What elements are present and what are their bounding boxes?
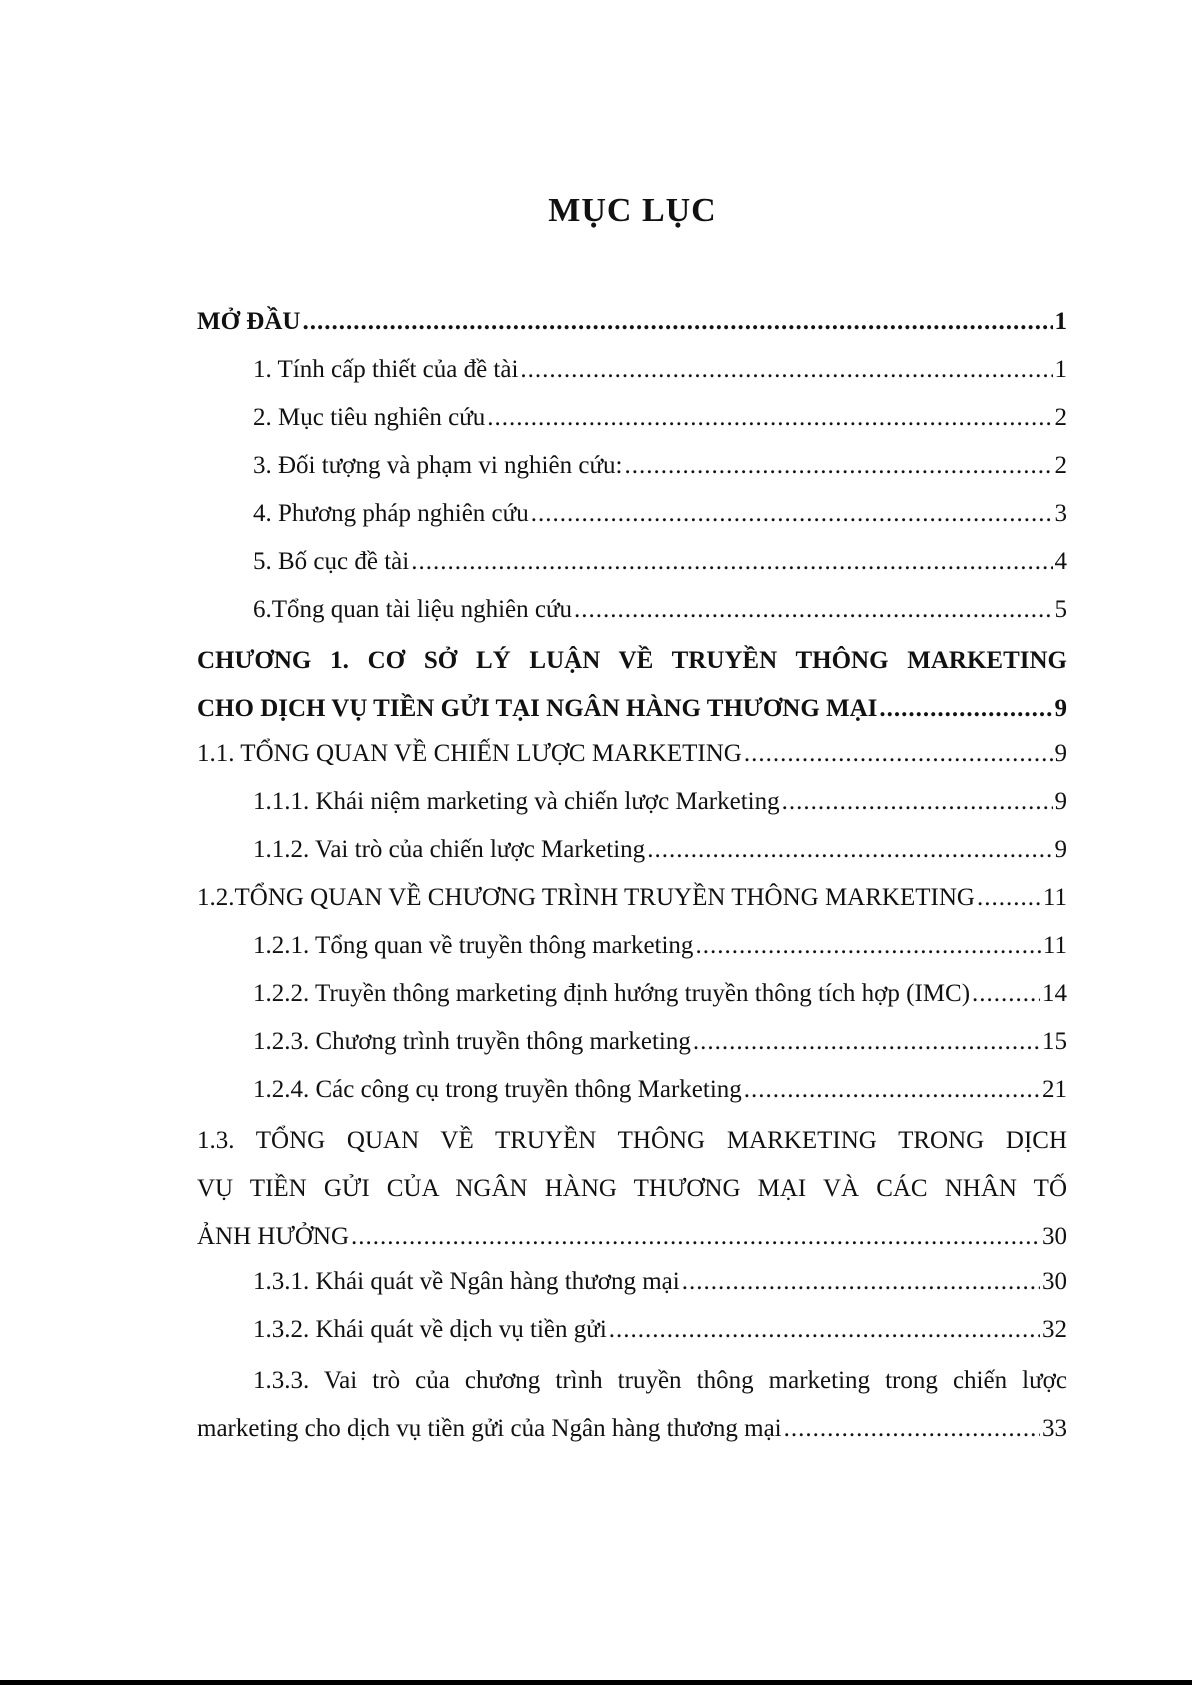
dot-leader [302,308,1052,336]
toc-page-number: 32 [1042,1316,1067,1343]
dot-leader [784,1412,1040,1446]
toc-entry-label: 1.2.3. Chương trình truyền thông marketing [253,1028,691,1055]
dot-leader [487,404,1052,432]
toc-entry-1-3-2[interactable] [197,1316,1067,1364]
toc-page-number: 33 [1042,1415,1067,1442]
toc-entry-label: 1.3.2. Khái quát về dịch vụ tiền gửi [253,1316,607,1343]
toc-entry-1-1[interactable] [197,740,1067,788]
toc-entry-4[interactable] [197,500,1067,548]
dot-leader [879,692,1052,726]
dot-leader [609,1316,1040,1344]
dot-leader [782,788,1053,816]
toc-entry-line: 1.3.3. Vai trò của chương trình truyền thông marketing trong chiến lược [253,1367,1067,1394]
toc-entry-label: 3. Đối tượng và phạm vi nghiên cứu: [253,452,623,479]
toc-page-number: 2 [1054,404,1067,431]
dot-leader [624,452,1052,480]
toc-entry-label: 1.1. TỔNG QUAN VỀ CHIẾN LƯỢC MARKETING [197,740,742,767]
dot-leader [977,884,1041,912]
dot-leader [693,1028,1040,1056]
dot-leader [695,932,1040,960]
toc-entry-1-1-2[interactable] [197,836,1067,884]
toc-page-number: 9 [1054,695,1067,722]
dot-leader [520,356,1052,384]
toc-page-number: 5 [1054,596,1067,623]
toc-entry-1-2[interactable] [197,884,1067,932]
toc-page-number: 21 [1042,1076,1067,1103]
toc-entry-label: ẢNH HƯỞNG [197,1223,350,1250]
toc-page-number: 30 [1042,1268,1067,1295]
toc-entry-1-2-1[interactable] [197,932,1067,980]
toc-entry-label: 6.Tổng quan tài liệu nghiên cứu [253,596,573,623]
toc-page-number: 9 [1054,788,1067,815]
table-of-contents [197,308,1067,1460]
toc-entry-label: 1.3.1. Khái quát về Ngân hàng thương mại [253,1268,680,1295]
toc-entry-chapter-1[interactable] [197,644,1067,740]
toc-page-number: 4 [1054,548,1067,575]
toc-entry-1-2-2[interactable] [197,980,1067,1028]
toc-entry-label: 1.1.2. Vai trò của chiến lược Marketing [253,836,646,863]
toc-entry-label: marketing cho dịch vụ tiền gửi của Ngân hàng thương mại [197,1415,782,1442]
dot-leader [972,980,1040,1008]
toc-entry-mo-dau[interactable] [197,308,1067,356]
toc-entry-label: 1. Tính cấp thiết của đề tài [253,356,519,383]
toc-page-number: 15 [1042,1028,1067,1055]
toc-page-number: 2 [1054,452,1067,479]
toc-entry-label: 4. Phương pháp nghiên cứu [253,500,529,527]
toc-entry-label: 1.2.4. Các công cụ trong truyền thông Marketing [253,1076,742,1103]
toc-page-number: 11 [1042,884,1067,911]
toc-entry-label: 2. Mục tiêu nghiên cứu [253,404,486,431]
toc-page-number: 1 [1054,356,1067,383]
toc-entry-line: CHƯƠNG 1. CƠ SỞ LÝ LUẬN VỀ TRUYỀN THÔNG MARKETING [197,647,1067,674]
dot-leader [531,500,1053,528]
toc-page-number: 14 [1042,980,1067,1007]
toc-page-number: 9 [1054,836,1067,863]
dot-leader [647,836,1052,864]
toc-entry-label: MỞ ĐẦU [197,308,301,335]
dot-leader [744,1076,1040,1104]
toc-entry-1-2-4[interactable] [197,1076,1067,1124]
toc-page-number: 9 [1054,740,1067,767]
toc-entry-1-1-1[interactable] [197,788,1067,836]
toc-entry-label: 1.2.2. Truyền thông marketing định hướng truyền thông tích hợp (IMC) [253,980,971,1007]
toc-entry-label: 1.1.1. Khái niệm marketing và chiến lược Marketing [253,788,780,815]
page-title: MỤC LỤC [548,192,717,229]
dot-leader [411,548,1052,576]
toc-entry-1-3-1[interactable] [197,1268,1067,1316]
dot-leader [682,1268,1040,1296]
toc-entry-line-last [197,692,1067,740]
toc-entry-label: 1.2.1. Tổng quan về truyền thông marketing [253,932,694,959]
toc-entry-line-last [197,1412,1067,1460]
toc-page-number: 30 [1042,1223,1067,1250]
toc-entry-line: 1.3. TỔNG QUAN VỀ TRUYỀN THÔNG MARKETING TRONG DỊCH [197,1127,1067,1154]
toc-entry-1[interactable] [197,356,1067,404]
toc-entry-label: 5. Bố cục đề tài [253,548,410,575]
toc-entry-2[interactable] [197,404,1067,452]
toc-entry-line: VỤ TIỀN GỬI CỦA NGÂN HÀNG THƯƠNG MẠI VÀ CÁC NHÂN TỐ [197,1175,1067,1202]
toc-entry-5[interactable] [197,548,1067,596]
toc-entry-6[interactable] [197,596,1067,644]
toc-entry-1-3-3[interactable] [197,1364,1067,1460]
toc-page-number: 11 [1042,932,1067,959]
toc-entry-1-2-3[interactable] [197,1028,1067,1076]
dot-leader [744,740,1053,768]
toc-entry-label: 1.2.TỔNG QUAN VỀ CHƯƠNG TRÌNH TRUYỀN THÔNG MARKETING [197,884,975,911]
dot-leader [351,1220,1040,1254]
bottom-border [0,1680,1192,1685]
toc-entry-label: CHO DỊCH VỤ TIỀN GỬI TẠI NGÂN HÀNG THƯƠNG MẠI [197,695,878,722]
toc-page-number: 1 [1054,308,1067,335]
toc-page-number: 3 [1054,500,1067,527]
dot-leader [574,596,1052,624]
toc-entry-3[interactable] [197,452,1067,500]
toc-entry-line-last [197,1220,1067,1268]
toc-entry-1-3[interactable] [197,1124,1067,1268]
